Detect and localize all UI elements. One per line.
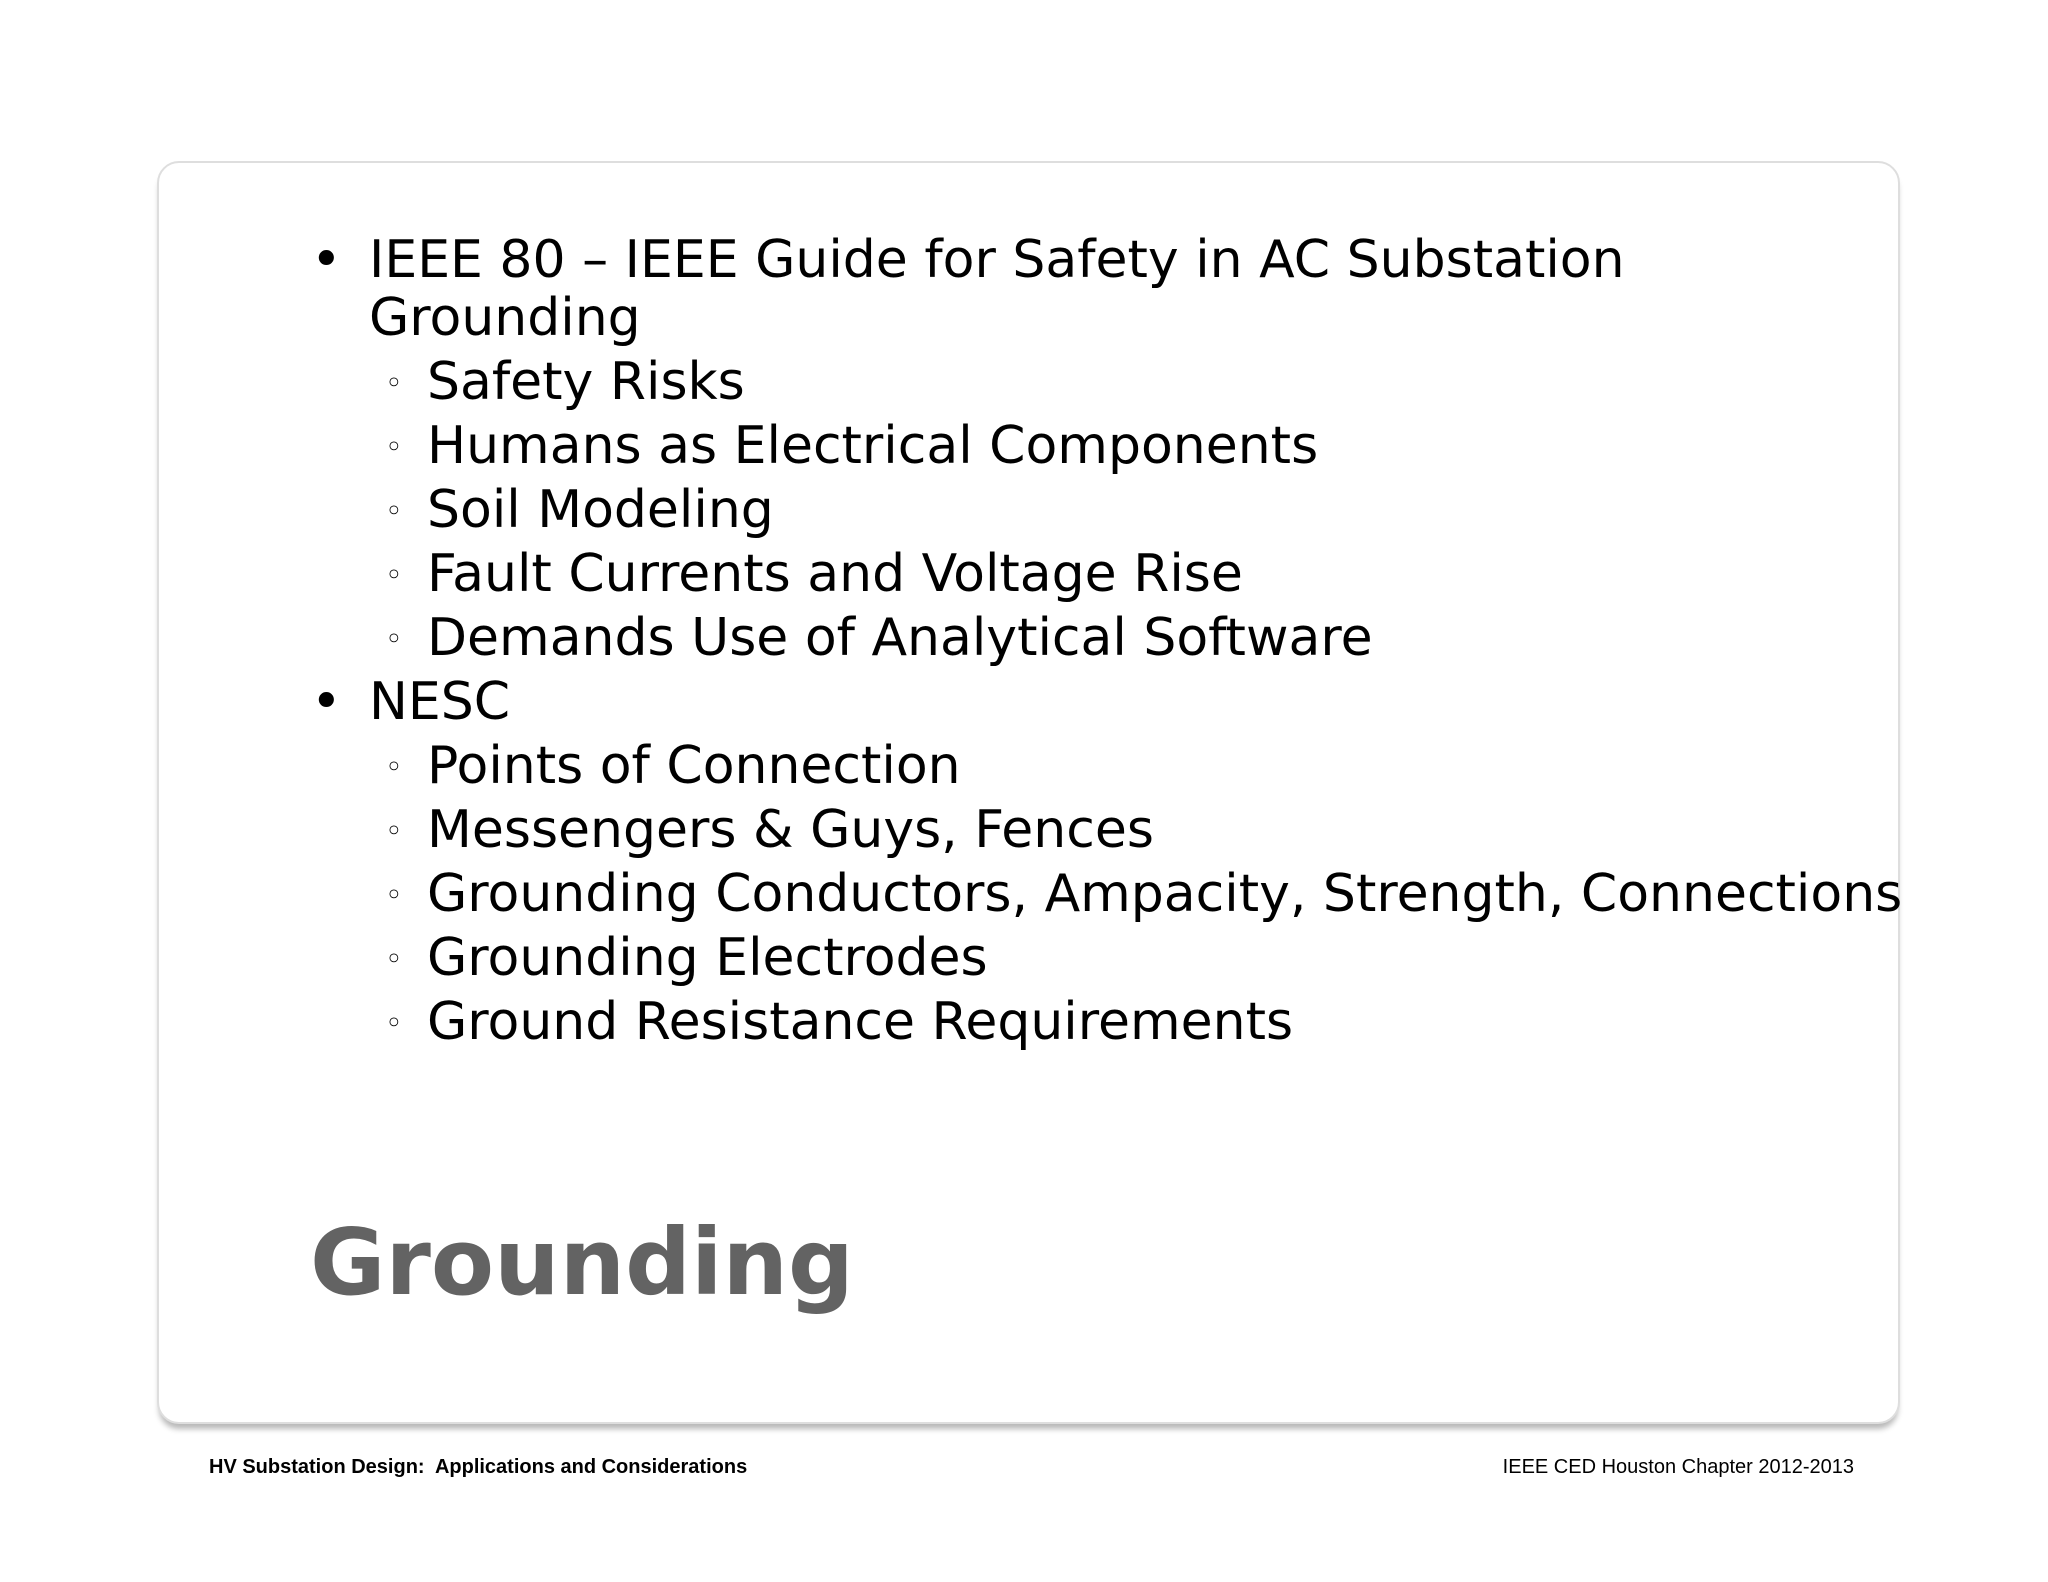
sub-bullet-marker: ◦ [385,942,403,977]
sub-bullet-marker: ◦ [385,750,403,785]
sub-list-nesc [369,736,1903,1052]
list-item-text: Demands Use of Analytical Software [427,608,1373,668]
bullet-ieee80 [239,231,1879,667]
sub-bullet-marker: ◦ [385,878,403,913]
slide-card [157,161,1903,1424]
list-item-text: Grounding Conductors, Ampacity, Strength, Connections [427,864,1903,924]
list-item-text: Ground Resistance Requirements [427,992,1294,1052]
list-item [369,481,1879,539]
bullet-marker: • [311,672,342,732]
bullet-nesc [239,672,1903,1052]
sub-bullet-marker: ◦ [385,622,403,657]
list-item [369,737,1879,795]
list-item-text: Grounding Electrodes [427,928,988,988]
sub-bullet-marker: ◦ [385,494,403,529]
bullet-marker: • [311,230,342,290]
list-item-text: Humans as Electrical Components [427,416,1319,476]
sub-bullet-marker: ◦ [385,814,403,849]
list-item [369,353,1879,411]
footer-organization: IEEE CED Houston Chapter 2012-2013 [1502,1456,1854,1478]
list-item-text: Points of Connection [427,736,961,796]
list-item-text: Fault Currents and Voltage Rise [427,544,1243,604]
slide-content [159,163,1903,1422]
slide-title: Grounding [310,1209,854,1316]
sub-bullet-marker: ◦ [385,558,403,593]
list-item [369,609,1879,667]
sub-list-ieee80 [369,353,1879,667]
bullet-text: NESC [369,672,511,732]
sub-bullet-marker: ◦ [385,1006,403,1041]
list-item [369,929,1879,987]
sub-bullet-marker: ◦ [385,430,403,465]
list-item [369,993,1879,1051]
list-item-text: Soil Modeling [427,480,774,540]
sub-bullet-marker: ◦ [385,366,403,401]
list-item [369,545,1879,603]
list-item-text: Messengers & Guys, Fences [427,800,1154,860]
list-item [369,801,1879,859]
bullet-text: IEEE 80 – IEEE Guide for Safety in AC Substation Grounding [369,230,1625,348]
bullet-list [239,230,1903,1057]
footer-presentation-title: HV Substation Design: Applications and Considerations [209,1456,748,1478]
list-item-text: Safety Risks [427,352,745,412]
list-item [369,417,1879,475]
list-item [369,864,1903,924]
